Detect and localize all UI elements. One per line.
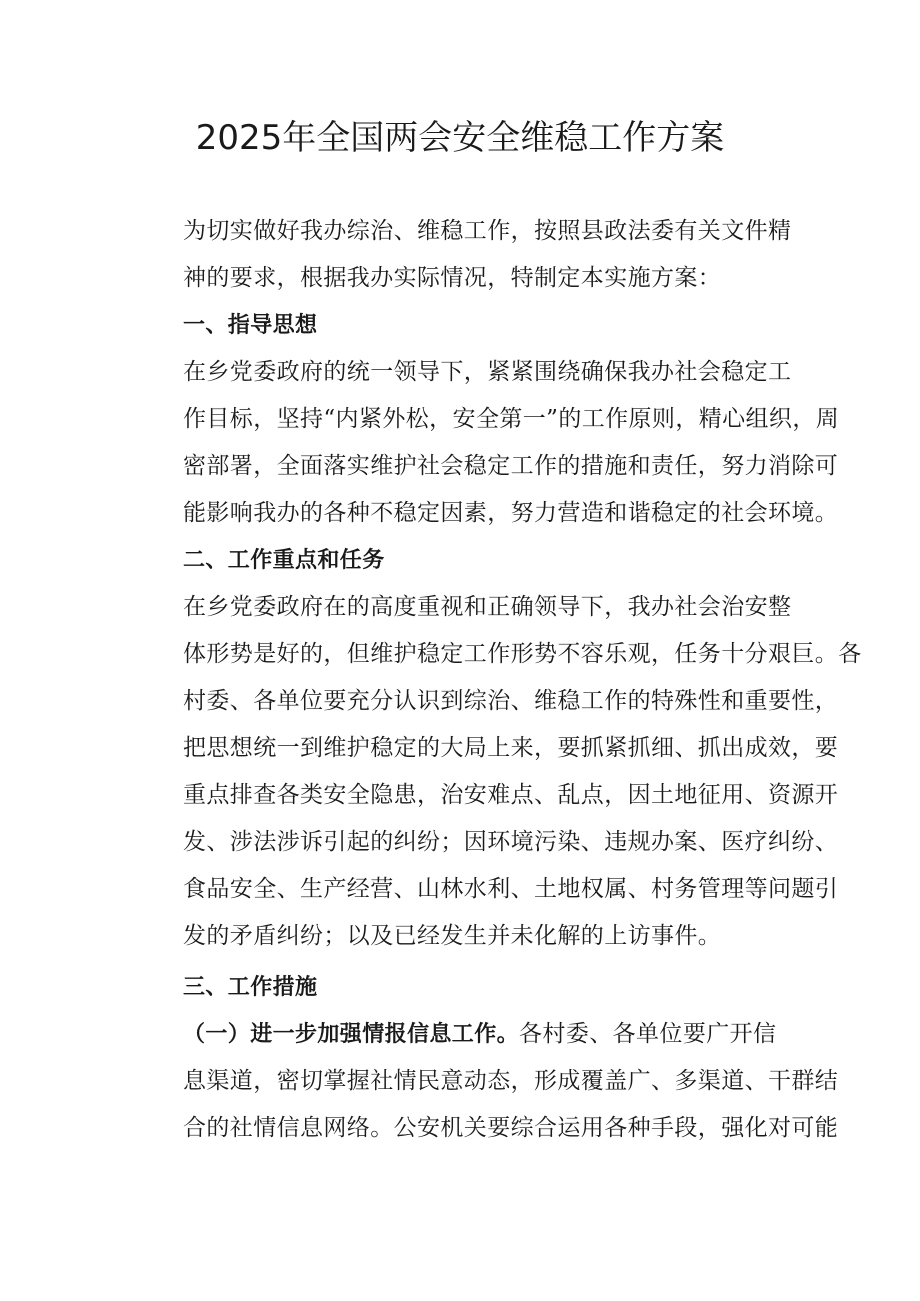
paragraph-line: 合的社情信息网络。公安机关要综合运用各种手段，强化对可能 [183, 1115, 839, 1141]
paragraph-line: 食品安全、生产经营、山林水利、土地权属、村务管理等问题引 [183, 876, 839, 902]
paragraph-line: 密部署，全面落实维护社会稳定工作的措施和责任，努力消除可 [183, 453, 839, 479]
section-paragraph-guiding-ideology [137, 349, 840, 537]
paragraph-line: 在乡党委政府的统一领导下，紧紧围绕确保我办社会稳定工 [183, 359, 792, 385]
section-heading-key-tasks: 二、工作重点和任务 [183, 548, 385, 573]
paragraph-line: 作目标，坚持“内紧外松，安全第一”的工作原则，精心组织，周 [183, 406, 840, 432]
section-heading-work-measures: 三、工作措施 [183, 975, 318, 1000]
document-title: 2025年全国两会安全维稳工作方案 [195, 118, 725, 158]
paragraph-line: 体形势是好的，但维护稳定工作形势不容乐观，任务十分艰巨。各 [183, 641, 862, 667]
paragraph-line: 村委、各单位要充分认识到综治、维稳工作的特殊性和重要性， [183, 688, 839, 714]
subsection-paragraph-intelligence [137, 1011, 839, 1152]
intro-line: 神的要求，根据我办实际情况，特制定本实施方案： [183, 265, 722, 291]
paragraph-line: 在乡党委政府在的高度重视和正确领导下，我办社会治安整 [183, 594, 792, 620]
paragraph-line: 发、涉法涉诉引起的纠纷；因环境污染、违规办案、医疗纠纷、 [183, 829, 839, 855]
paragraph-line: 把思想统一到维护稳定的大局上来，要抓紧抓细、抓出成效，要 [183, 735, 839, 761]
paragraph-line: 重点排查各类安全隐患，治安难点、乱点，因土地征用、资源开 [183, 782, 839, 808]
section-paragraph-key-tasks [137, 584, 862, 960]
document-body [137, 208, 862, 1152]
section-heading-guiding-ideology: 一、指导思想 [183, 313, 318, 338]
intro-line: 为切实做好我办综治、维稳工作，按照县政法委有关文件精 [183, 218, 792, 244]
paragraph-line [137, 1011, 787, 1058]
paragraph-line: 息渠道，密切掌握社情民意动态，形成覆盖广、多渠道、干群结 [183, 1068, 839, 1094]
subsection-lead-rest: 各村委、各单位要广开信 [519, 1021, 777, 1047]
intro-paragraph [137, 208, 792, 302]
subsection-lead: （一）进一步加强情报信息工作。 [183, 1022, 520, 1047]
paragraph-line: 能影响我办的各种不稳定因素，努力营造和谐稳定的社会环境。 [183, 500, 839, 526]
paragraph-line: 发的矛盾纠纷；以及已经发生并未化解的上访事件。 [183, 923, 722, 949]
